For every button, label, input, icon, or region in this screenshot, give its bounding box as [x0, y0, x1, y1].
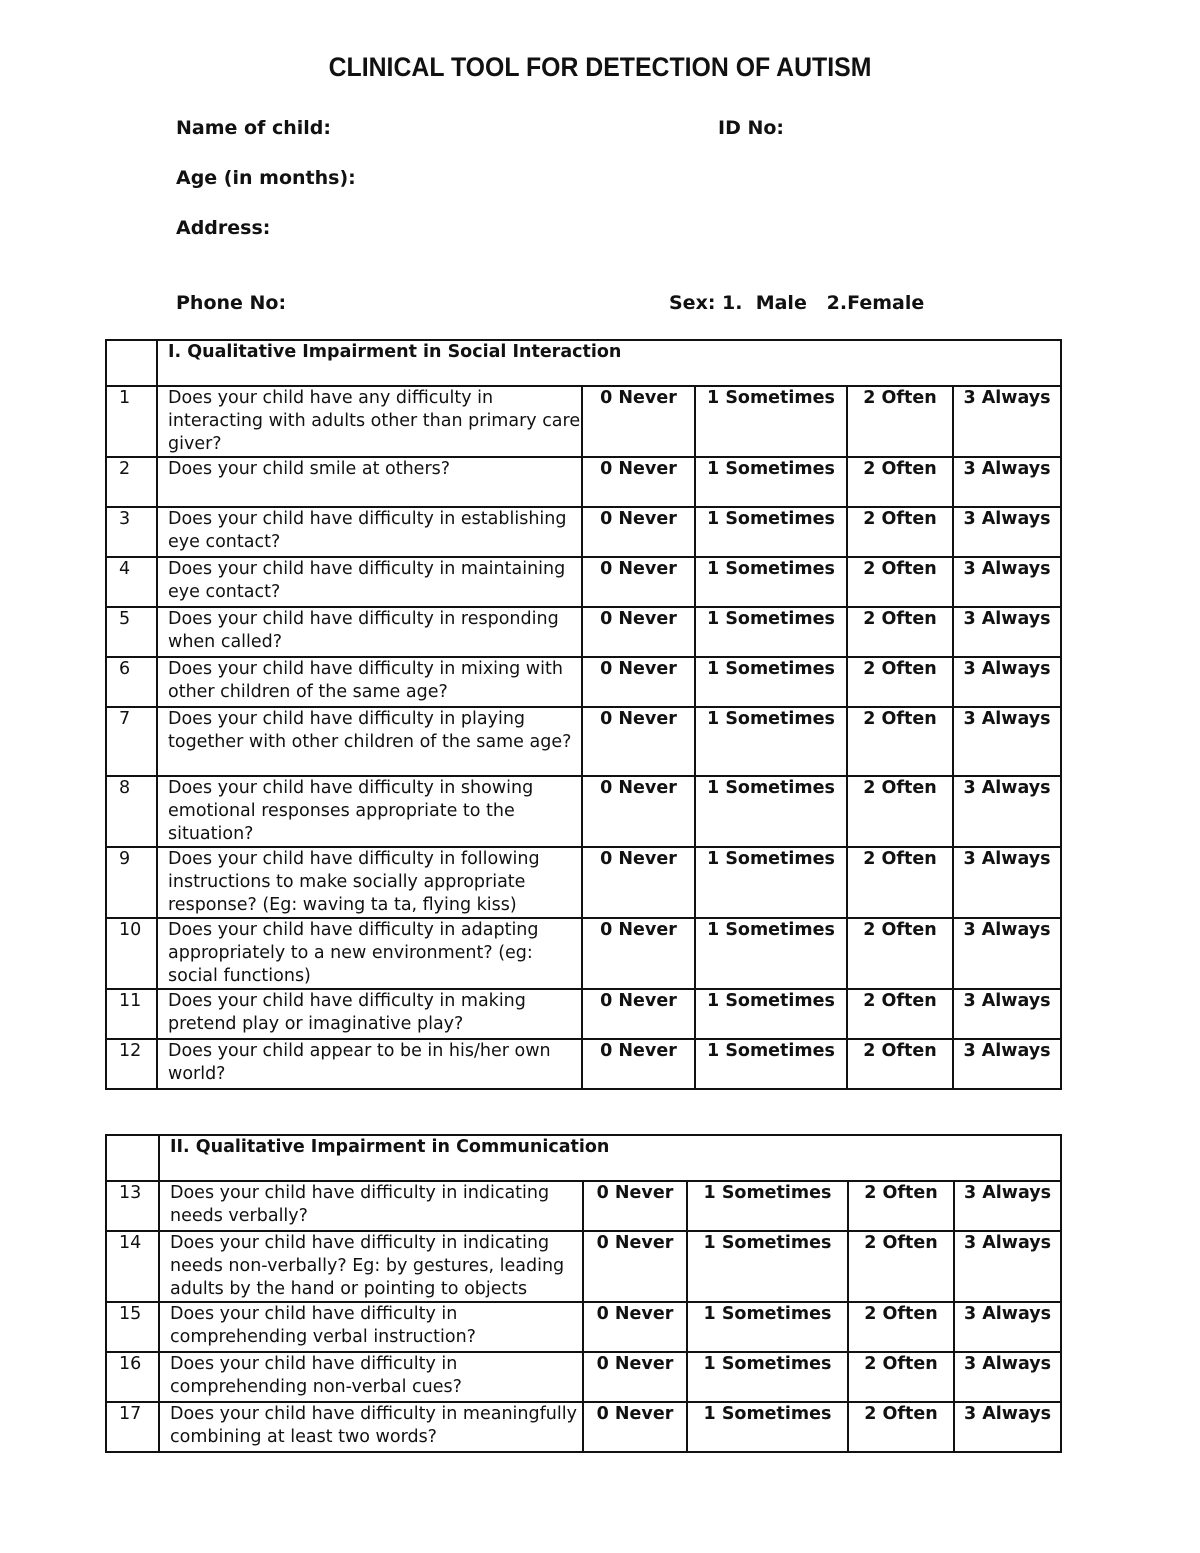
option-always[interactable]: 3 Always — [953, 1039, 1061, 1089]
option-never[interactable]: 0 Never — [582, 989, 695, 1039]
option-sometimes[interactable]: 1 Sometimes — [695, 918, 847, 989]
question-text: Does your child have difficulty in showing emotional responses appropriate to the situation? — [157, 776, 582, 847]
option-sometimes[interactable]: 1 Sometimes — [695, 457, 847, 507]
question-number: 16 — [106, 1352, 159, 1402]
question-number: 12 — [106, 1039, 157, 1089]
option-never[interactable]: 0 Never — [583, 1302, 687, 1352]
question-row — [106, 918, 1061, 989]
section-title: II. Qualitative Impairment in Communication — [159, 1135, 1061, 1181]
option-always[interactable]: 3 Always — [953, 847, 1061, 918]
question-number: 2 — [106, 457, 157, 507]
question-text: Does your child have difficulty in establishing eye contact? — [157, 507, 582, 557]
option-sometimes[interactable]: 1 Sometimes — [695, 607, 847, 657]
question-number: 5 — [106, 607, 157, 657]
question-row — [106, 707, 1061, 776]
option-often[interactable]: 2 Often — [848, 1231, 954, 1302]
question-row — [106, 1039, 1061, 1089]
section-number-cell — [106, 1135, 159, 1181]
question-text: Does your child have difficulty in indicating needs verbally? — [159, 1181, 583, 1231]
option-often[interactable]: 2 Often — [847, 657, 953, 707]
option-often[interactable]: 2 Often — [847, 457, 953, 507]
question-text: Does your child smile at others? — [157, 457, 582, 507]
option-often[interactable]: 2 Often — [847, 1039, 953, 1089]
sex-label: Sex: 1. Male 2.Female — [669, 292, 925, 314]
option-always[interactable]: 3 Always — [953, 457, 1061, 507]
option-often[interactable]: 2 Often — [848, 1352, 954, 1402]
section-header-row — [106, 340, 1061, 386]
option-always[interactable]: 3 Always — [953, 707, 1061, 776]
option-sometimes[interactable]: 1 Sometimes — [695, 386, 847, 457]
question-row — [106, 607, 1061, 657]
question-number: 15 — [106, 1302, 159, 1352]
option-always[interactable]: 3 Always — [953, 607, 1061, 657]
option-always[interactable]: 3 Always — [953, 386, 1061, 457]
address-label: Address: — [176, 217, 271, 239]
question-row — [106, 776, 1061, 847]
option-always[interactable]: 3 Always — [953, 989, 1061, 1039]
question-row — [106, 507, 1061, 557]
option-never[interactable]: 0 Never — [582, 776, 695, 847]
question-row — [106, 386, 1061, 457]
question-number: 11 — [106, 989, 157, 1039]
question-text: Does your child have difficulty in following instructions to make socially appropriate response? (Eg: waving ta ta, flying kiss) — [157, 847, 582, 918]
option-sometimes[interactable]: 1 Sometimes — [695, 1039, 847, 1089]
question-text: Does your child have difficulty in mixing with other children of the same age? — [157, 657, 582, 707]
option-always[interactable]: 3 Always — [954, 1352, 1061, 1402]
social-interaction-table — [105, 339, 1062, 1090]
question-number: 7 — [106, 707, 157, 776]
option-sometimes[interactable]: 1 Sometimes — [695, 847, 847, 918]
option-sometimes[interactable]: 1 Sometimes — [695, 989, 847, 1039]
name-of-child-label: Name of child: — [176, 117, 331, 139]
option-often[interactable]: 2 Often — [847, 918, 953, 989]
option-always[interactable]: 3 Always — [953, 507, 1061, 557]
communication-table — [105, 1134, 1062, 1453]
question-text: Does your child have difficulty in adapting appropriately to a new environment? (eg: social functions) — [157, 918, 582, 989]
option-never[interactable]: 0 Never — [583, 1231, 687, 1302]
option-never[interactable]: 0 Never — [582, 607, 695, 657]
question-row — [106, 989, 1061, 1039]
option-sometimes[interactable]: 1 Sometimes — [695, 657, 847, 707]
option-sometimes[interactable]: 1 Sometimes — [695, 507, 847, 557]
option-often[interactable]: 2 Often — [847, 776, 953, 847]
option-sometimes[interactable]: 1 Sometimes — [687, 1402, 848, 1452]
option-always[interactable]: 3 Always — [954, 1302, 1061, 1352]
option-always[interactable]: 3 Always — [953, 657, 1061, 707]
option-always[interactable]: 3 Always — [954, 1231, 1061, 1302]
option-always[interactable]: 3 Always — [954, 1181, 1061, 1231]
option-never[interactable]: 0 Never — [582, 657, 695, 707]
question-row — [106, 1231, 1061, 1302]
question-row — [106, 1181, 1061, 1231]
question-text: Does your child appear to be in his/her own world? — [157, 1039, 582, 1089]
option-often[interactable]: 2 Often — [848, 1302, 954, 1352]
question-row — [106, 657, 1061, 707]
option-often[interactable]: 2 Often — [847, 847, 953, 918]
question-text: Does your child have difficulty in indicating needs non-verbally? Eg: by gestures, leading adults by the hand or pointing to objects — [159, 1231, 583, 1302]
option-often[interactable]: 2 Often — [847, 707, 953, 776]
question-row — [106, 1402, 1061, 1452]
question-text: Does your child have any difficulty in interacting with adults other than primary care giver? — [157, 386, 582, 457]
question-text: Does your child have difficulty in making pretend play or imaginative play? — [157, 989, 582, 1039]
option-often[interactable]: 2 Often — [847, 557, 953, 607]
question-number: 3 — [106, 507, 157, 557]
option-never[interactable]: 0 Never — [582, 457, 695, 507]
page-title: CLINICAL TOOL FOR DETECTION OF AUTISM — [328, 52, 872, 82]
option-sometimes[interactable]: 1 Sometimes — [687, 1352, 848, 1402]
option-never[interactable]: 0 Never — [583, 1181, 687, 1231]
question-text: Does your child have difficulty in responding when called? — [157, 607, 582, 657]
option-sometimes[interactable]: 1 Sometimes — [695, 707, 847, 776]
question-row — [106, 1302, 1061, 1352]
question-row — [106, 847, 1061, 918]
phone-no-label: Phone No: — [176, 292, 287, 314]
question-number: 9 — [106, 847, 157, 918]
option-sometimes[interactable]: 1 Sometimes — [687, 1302, 848, 1352]
option-never[interactable]: 0 Never — [582, 557, 695, 607]
age-label: Age (in months): — [176, 167, 356, 189]
section-number-cell — [106, 340, 157, 386]
option-often[interactable]: 2 Often — [848, 1402, 954, 1452]
option-often[interactable]: 2 Often — [847, 507, 953, 557]
option-sometimes[interactable]: 1 Sometimes — [695, 776, 847, 847]
question-text: Does your child have difficulty in playing together with other children of the same age? — [157, 707, 582, 776]
option-never[interactable]: 0 Never — [582, 847, 695, 918]
question-number: 13 — [106, 1181, 159, 1231]
question-number: 17 — [106, 1402, 159, 1452]
option-always[interactable]: 3 Always — [953, 776, 1061, 847]
option-always[interactable]: 3 Always — [954, 1402, 1061, 1452]
question-text: Does your child have difficulty in comprehending verbal instruction? — [159, 1302, 583, 1352]
question-text: Does your child have difficulty in meaningfully combining at least two words? — [159, 1402, 583, 1452]
section-header-row — [106, 1135, 1061, 1181]
option-always[interactable]: 3 Always — [953, 557, 1061, 607]
option-often[interactable]: 2 Often — [847, 989, 953, 1039]
option-never[interactable]: 0 Never — [582, 507, 695, 557]
question-row — [106, 557, 1061, 607]
option-never[interactable]: 0 Never — [583, 1402, 687, 1452]
option-never[interactable]: 0 Never — [583, 1352, 687, 1402]
question-row — [106, 457, 1061, 507]
question-number: 8 — [106, 776, 157, 847]
option-often[interactable]: 2 Often — [848, 1181, 954, 1231]
option-sometimes[interactable]: 1 Sometimes — [687, 1231, 848, 1302]
option-never[interactable]: 0 Never — [582, 918, 695, 989]
option-sometimes[interactable]: 1 Sometimes — [687, 1181, 848, 1231]
question-text: Does your child have difficulty in maintaining eye contact? — [157, 557, 582, 607]
question-number: 4 — [106, 557, 157, 607]
question-number: 6 — [106, 657, 157, 707]
question-number: 10 — [106, 918, 157, 989]
question-row — [106, 1352, 1061, 1402]
question-number: 14 — [106, 1231, 159, 1302]
option-always[interactable]: 3 Always — [953, 918, 1061, 989]
option-often[interactable]: 2 Often — [847, 386, 953, 457]
option-never[interactable]: 0 Never — [582, 1039, 695, 1089]
option-often[interactable]: 2 Often — [847, 607, 953, 657]
question-number: 1 — [106, 386, 157, 457]
id-no-label: ID No: — [718, 117, 785, 139]
option-never[interactable]: 0 Never — [582, 386, 695, 457]
option-sometimes[interactable]: 1 Sometimes — [695, 557, 847, 607]
question-text: Does your child have difficulty in comprehending non-verbal cues? — [159, 1352, 583, 1402]
section-title: I. Qualitative Impairment in Social Interaction — [157, 340, 1061, 386]
option-never[interactable]: 0 Never — [582, 707, 695, 776]
